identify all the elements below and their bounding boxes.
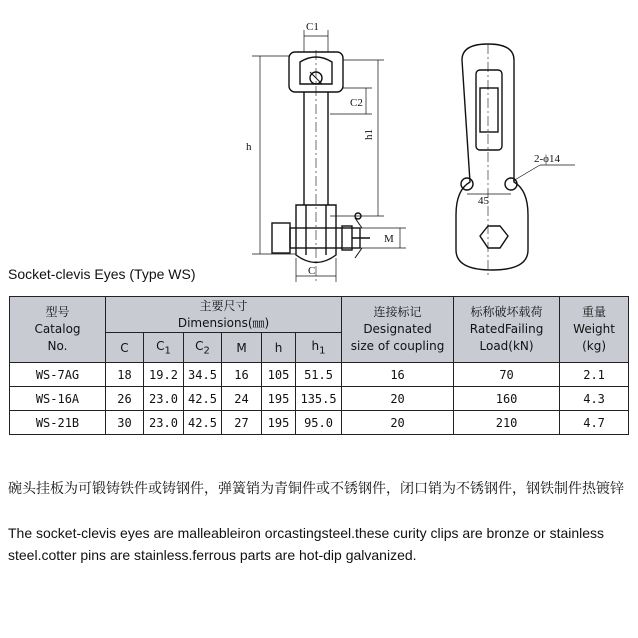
table-cell: 105 [262,363,296,387]
table-row [10,387,629,411]
header-m: M [222,333,262,363]
technical-drawing [0,0,638,290]
dim-45-label: 45 [478,195,489,207]
table-cell: 2.1 [560,363,629,387]
table-cell: 23.0 [144,387,184,411]
header-model: 型号 Catalog No. [10,297,106,363]
dim-c1-label: C1 [306,21,319,33]
spec-table [9,296,629,435]
table-cell: 16 [222,363,262,387]
dim-m-label: M [384,233,394,245]
table-cell: 195 [262,387,296,411]
table-cell: 210 [454,411,560,435]
table-cell: 34.5 [184,363,222,387]
table-cell: 42.5 [184,411,222,435]
table-cell: 24 [222,387,262,411]
header-h1: $h_1$ [296,333,342,363]
table-cell: WS-21B [10,411,106,435]
table-cell: 30 [106,411,144,435]
dim-h1-label: h1 [363,129,375,140]
table-cell: 135.5 [296,387,342,411]
header-coupling: 连接标记 Designated size of coupling [342,297,454,363]
dim-holes-label: 2-ϕ14 [534,153,560,165]
header-h: h [262,333,296,363]
table-cell: 4.7 [560,411,629,435]
table-cell: 70 [454,363,560,387]
table-cell: 160 [454,387,560,411]
table-cell: 51.5 [296,363,342,387]
product-title: Socket-clevis Eyes (Type WS) [8,266,196,282]
table-cell: 16 [342,363,454,387]
dim-c2-label: C2 [350,97,363,109]
header-weight: 重量 Weight (kg) [560,297,629,363]
table-cell: 27 [222,411,262,435]
table-row [10,363,629,387]
table-row [10,411,629,435]
table-cell: 20 [342,411,454,435]
dim-h-label: h [246,141,252,153]
table-cell: WS-16A [10,387,106,411]
header-c1: $C_1$ [144,333,184,363]
dimension-lines [252,30,406,282]
table-cell: 23.0 [144,411,184,435]
header-dimensions: 主要尺寸 Dimensions(㎜) [106,297,342,333]
table-cell: WS-7AG [10,363,106,387]
table-cell: 95.0 [296,411,342,435]
note-english: The socket-clevis eyes are malleableiron orcastingsteel.these curity clips are bronze or stainless steel.cotter pins are stainless.ferrous parts are hot-dip galvanized. [8,525,605,563]
header-load: 标称破坏载荷 RatedFailing Load(kN) [454,297,560,363]
dim-c-label: C [308,265,316,277]
front-view [272,50,370,282]
table-cell: 20 [342,387,454,411]
header-c2: $C_2$ [184,333,222,363]
table-cell: 195 [262,411,296,435]
table-cell: 18 [106,363,144,387]
table-cell: 19.2 [144,363,184,387]
table-cell: 4.3 [560,387,629,411]
table-cell: 26 [106,387,144,411]
table-cell: 42.5 [184,387,222,411]
note-chinese: 碗头挂板为可锻铸铁件或铸钢件，弹簧销为青铜件或不锈钢件，闭口销为不锈钢件，钢铁制件热镀锌 [8,481,624,497]
header-c: C [106,333,144,363]
